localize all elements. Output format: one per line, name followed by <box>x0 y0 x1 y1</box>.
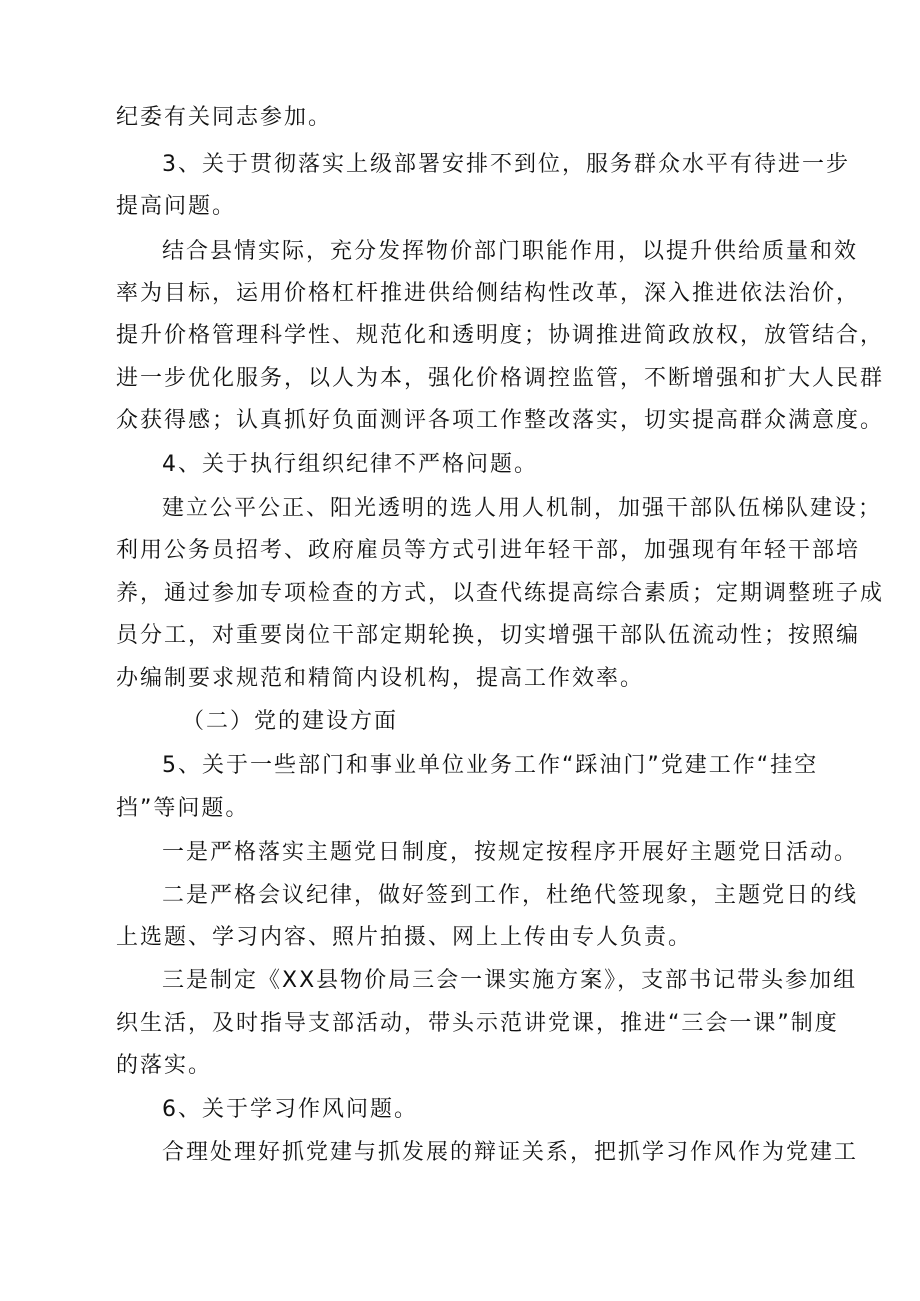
section-heading-3: 3、关于贯彻落实上级部署安排不到位，服务群众水平有待进一步 <box>162 152 850 177</box>
body-text-line: 进一步优化服务，以人为本，强化价格调控监管，不断增强和扩大人民群 <box>116 366 885 391</box>
body-text-line: 一是严格落实主题党日制度，按规定按程序开展好主题党日活动。 <box>162 840 859 865</box>
section-heading-4: 4、关于执行组织纪律不严格问题。 <box>162 452 538 477</box>
body-text-line: 提升价格管理科学性、规范化和透明度；协调推进简政放权，放管结合， <box>116 323 885 348</box>
section-heading-6: 6、关于学习作风问题。 <box>162 1097 418 1122</box>
body-text-line: 众获得感；认真抓好负面测评各项工作整改落实，切实提高群众满意度。 <box>116 408 885 433</box>
body-text-line: 利用公务员招考、政府雇员等方式引进年轻干部，加强现有年轻干部培 <box>116 538 861 563</box>
body-text-line: 上选题、学习内容、照片拍摄、网上上传由专人负责。 <box>116 925 693 950</box>
section-heading-3-cont: 提高问题。 <box>116 194 237 219</box>
body-text-line: 结合县情实际，充分发挥物价部门职能作用，以提升供给质量和效 <box>162 239 859 264</box>
body-text-line: 三是制定《XX县物价局三会一课实施方案》，支部书记带头参加组 <box>162 968 858 993</box>
body-text-line: 率为目标，运用价格杠杆推进供给侧结构性改革，深入推进依法治价， <box>116 281 861 306</box>
body-text-line: 员分工，对重要岗位干部定期轮换，切实增强干部队伍流动性；按照编 <box>116 623 861 648</box>
body-text-line: 养，通过参加专项检查的方式，以查代练提高综合素质；定期调整班子成 <box>116 581 885 606</box>
body-text-line: 织生活，及时指导支部活动，带头示范讲党课，推进“三会一课”制度 <box>116 1011 839 1036</box>
section-heading-5-cont: 挡”等问题。 <box>116 796 250 821</box>
body-text-line: 的落实。 <box>116 1053 213 1078</box>
body-text-line: 纪委有关同志参加。 <box>116 105 333 130</box>
body-text-line: 建立公平公正、阳光透明的选人用人机制，加强干部队伍梯队建设； <box>162 496 883 521</box>
body-text-line: 办编制要求规范和精简内设机构，提高工作效率。 <box>116 666 645 691</box>
body-text-line: 二是严格会议纪律，做好签到工作，杜绝代签现象，主题党日的线 <box>162 883 859 908</box>
subsection-heading: （二）党的建设方面 <box>182 709 399 734</box>
section-heading-5: 5、关于一些部门和事业单位业务工作“踩油门”党建工作“挂空 <box>162 753 819 778</box>
body-text-line: 合理处理好抓党建与抓发展的辩证关系，把抓学习作风作为党建工 <box>162 1140 859 1165</box>
